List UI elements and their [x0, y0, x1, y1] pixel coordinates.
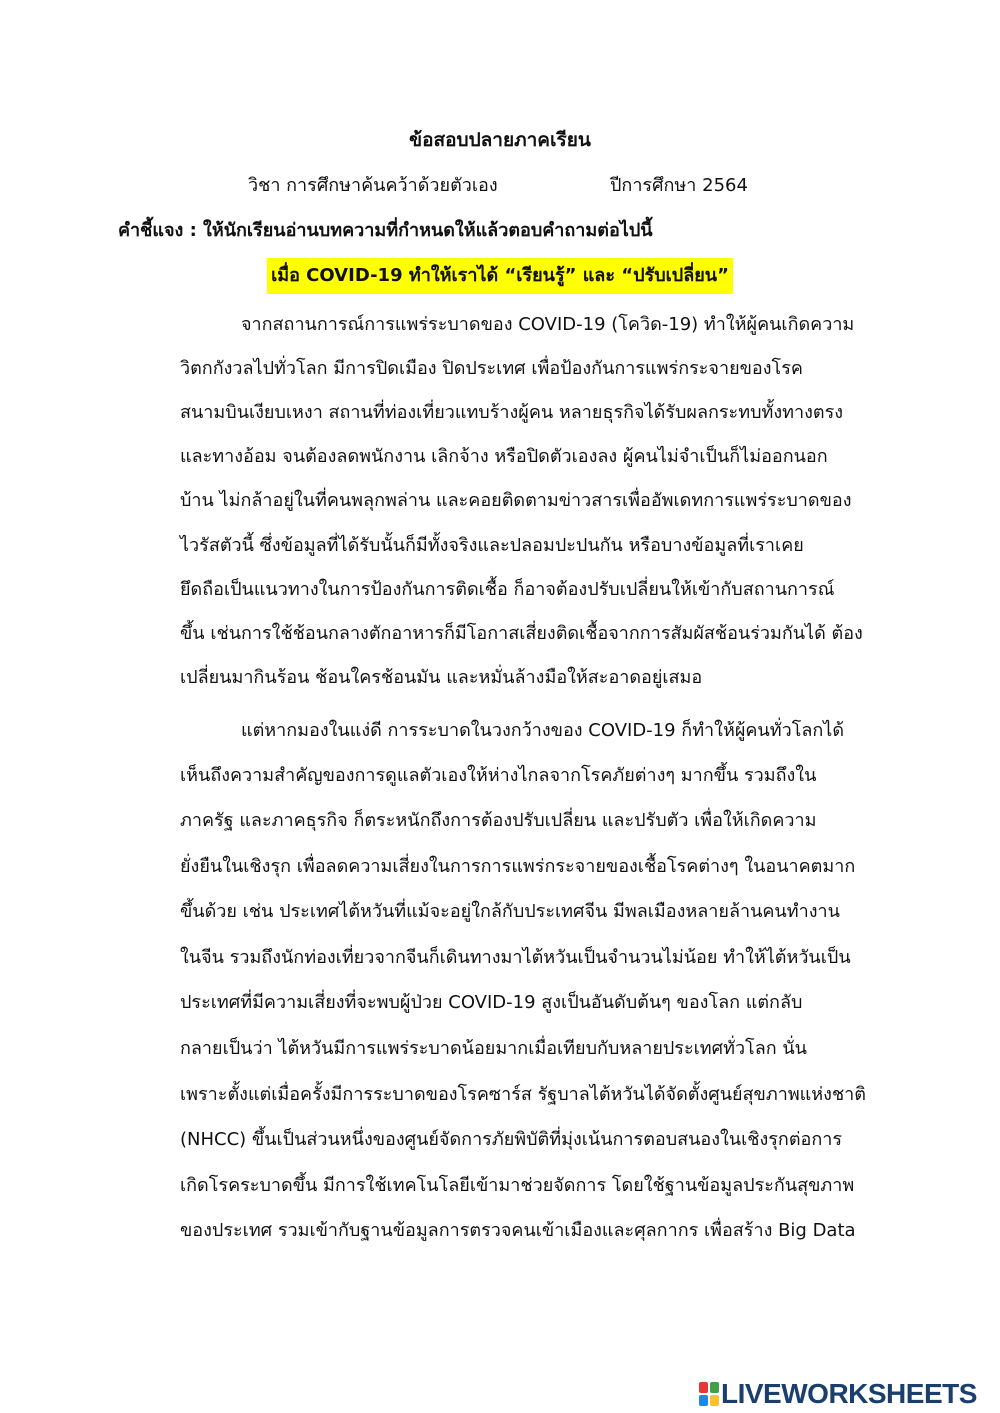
article-line: กลายเป็นว่า ไต้หวันมีการแพร่ระบาดน้อยมากเมื่อเทียบกับหลายประเทศทั่วโลก นั่น	[180, 1038, 807, 1059]
article-line: แต่หากมองในแง่ดี การระบาดในวงกว้างของ COVID-19 ก็ทำให้ผู้คนทั่วโลกได้	[241, 720, 845, 741]
article-line: วิตกกังวลไปทั่วโลก มีการปิดเมือง ปิดประเทศ เพื่อป้องกันการแพร่กระจายของโรค	[180, 358, 803, 379]
logo-text: LIVEWORKSHEETS	[721, 1378, 977, 1409]
article-line: ขึ้นด้วย เช่น ประเทศไต้หวันที่แม้จะอยู่ใกล้กับประเทศจีน มีพลเมืองหลายล้านคนทำงาน	[180, 901, 840, 922]
liveworksheets-logo	[699, 1379, 977, 1409]
article-headline: เมื่อ COVID-19 ทำให้เราได้ “เรียนรู้” และ “ปรับเปลี่ยน”	[267, 258, 733, 294]
logo-square	[699, 1395, 708, 1406]
article-line: สนามบินเงียบเหงา สถานที่ท่องเที่ยวแทบร้างผู้คน หลายธุรกิจได้รับผลกระทบทั้งทางตรง	[180, 402, 844, 423]
exam-title: ข้อสอบปลายภาคเรียน	[409, 129, 591, 151]
instruction-text: คำชี้แจง : ให้นักเรียนอ่านบทความที่กำหนดให้แล้วตอบคำถามต่อไปนี้	[118, 220, 653, 241]
article-line: เพราะตั้งแต่เมื่อครั้งมีการระบาดของโรคซาร์ส รัฐบาลไต้หวันได้จัดตั้งศูนย์สุขภาพแห่งชาติ	[180, 1084, 866, 1105]
logo-square	[710, 1382, 719, 1393]
article-line: ภาครัฐ และภาคธุรกิจ ก็ตระหนักถึงการต้องปรับเปลี่ยน และปรับตัว เพื่อให้เกิดความ	[180, 810, 817, 831]
article-line: เกิดโรคระบาดขึ้น มีการใช้เทคโนโลยีเข้ามาช่วยจัดการ โดยใช้ฐานข้อมูลประกันสุขภาพ	[180, 1175, 855, 1196]
article-line: ไวรัสตัวนี้ ซึ่งข้อมูลที่ได้รับนั้นก็มีทั้งจริงและปลอมปะปนกัน หรือบางข้อมูลที่เราเคย	[180, 535, 804, 556]
article-line: เปลี่ยนมากินร้อน ช้อนใครช้อนมัน และหมั่นล้างมือให้สะอาดอยู่เสมอ	[180, 667, 703, 688]
subject-label: วิชา การศึกษาค้นคว้าด้วยตัวเอง	[248, 175, 498, 196]
logo-square	[699, 1382, 708, 1393]
article-line: ของประเทศ รวมเข้ากับฐานข้อมูลการตรวจคนเข้าเมืองและศุลกากร เพื่อสร้าง Big Data	[180, 1220, 856, 1241]
article-line: ขึ้น เช่นการใช้ช้อนกลางตักอาหารก็มีโอกาสเสี่ยงติดเชื้อจากการสัมผัสช้อนร่วมกันได้ ต้อง	[180, 623, 863, 644]
article-line: ประเทศที่มีความเสี่ยงที่จะพบผู้ป่วย COVID-19 สูงเป็นอันดับต้นๆ ของโลก แต่กลับ	[180, 992, 803, 1013]
article-line: บ้าน ไม่กล้าอยู่ในที่คนพลุกพล่าน และคอยติดตามข่าวสารเพื่ออัพเดทการแพร่ระบาดของ	[180, 490, 852, 511]
article-line: ยึดถือเป็นแนวทางในการป้องกันการติดเชื้อ ก็อาจต้องปรับเปลี่ยนให้เข้ากับสถานการณ์	[180, 579, 835, 600]
article-line: เห็นถึงความสำคัญของการดูแลตัวเองให้ห่างไกลจากโรคภัยต่างๆ มากขึ้น รวมถึงใน	[180, 765, 817, 786]
article-line: และทางอ้อม จนต้องลดพนักงาน เลิกจ้าง หรือปิดตัวเองลง ผู้คนไม่จำเป็นก็ไม่ออกนอก	[180, 446, 828, 467]
logo-square	[710, 1395, 719, 1406]
article-line: จากสถานการณ์การแพร่ระบาดของ COVID-19 (โควิด-19) ทำให้ผู้คนเกิดความ	[241, 314, 855, 335]
article-line: ในจีน รวมถึงนักท่องเที่ยวจากจีนก็เดินทางมาไต้หวันเป็นจำนวนไม่น้อย ทำให้ไต้หวันเป็น	[180, 947, 851, 968]
academic-year: ปีการศึกษา 2564	[610, 175, 748, 196]
logo-squares-icon	[699, 1382, 719, 1406]
article-line: ยั่งยืนในเชิงรุก เพื่อลดความเสี่ยงในการการแพร่กระจายของเชื้อโรคต่างๆ ในอนาคตมาก	[180, 856, 856, 877]
article-line: (NHCC) ขึ้นเป็นส่วนหนึ่งของศูนย์จัดการภัยพิบัติที่มุ่งเน้นการตอบสนองในเชิงรุกต่อการ	[180, 1129, 843, 1150]
headline-container	[0, 258, 1000, 294]
